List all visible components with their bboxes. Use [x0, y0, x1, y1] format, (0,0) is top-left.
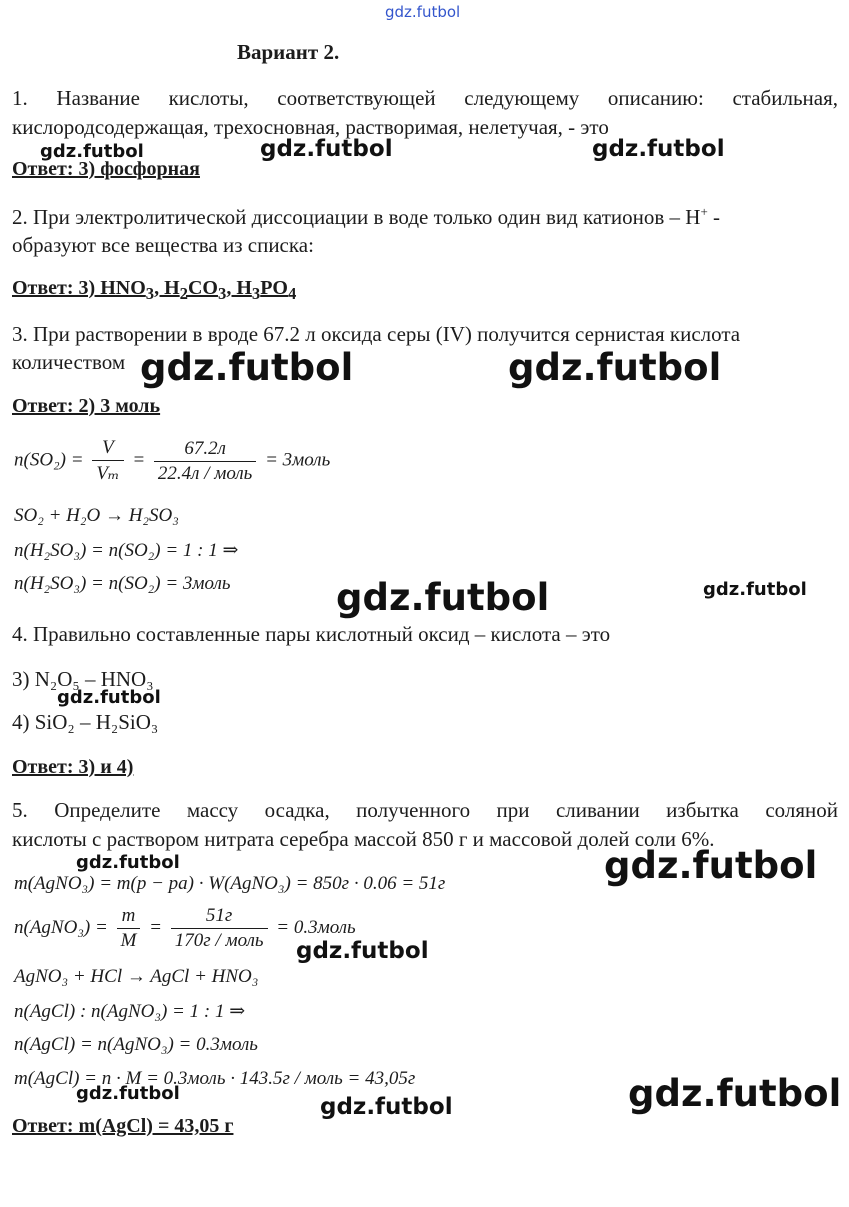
q1-line1: 1. Название кислоты, соответствующей следующему описанию: стабильная, [12, 86, 838, 110]
watermark: gdz.futbol [40, 141, 144, 162]
watermark: gdz.futbol [320, 1094, 453, 1120]
q5-formula-6: m(AgCl) = n · M = 0.3моль · 143.5г / моль = 43,05г [14, 1068, 416, 1089]
q4-option-4: 4) SiO₂ – H₂SiO₃ [12, 710, 159, 734]
q4-answer: Ответ: 3) и 4) [12, 756, 134, 778]
q5-line2: кислоты с раствором нитрата серебра массой 850 г и массовой долей соли 6%. [12, 827, 715, 851]
q5-formula-5: n(AgCl) = n(AgNO₃) = 0.3моль [14, 1034, 258, 1055]
watermark: gdz.futbol [592, 136, 725, 162]
watermark: gdz.futbol [57, 687, 161, 708]
q3-formula-4: n(H₂SO₃) = n(SO₂) = 3моль [14, 573, 231, 594]
watermark: gdz.futbol [76, 1083, 180, 1104]
q3-fraction-1: $\frac{V}{\text{Vₘ}}$ [92, 437, 123, 485]
watermark: gdz.futbol [703, 579, 807, 600]
q1-line2: кислородсодержащая, трехосновная, растворимая, нелетучая, - это [12, 115, 609, 139]
q3-line1: 3. При растворении в вроде 67.2 л оксида серы (IV) получится сернистая кислота [12, 322, 741, 346]
q2-line1: 2. При электролитической диссоциации в воде только один вид катионов – H+ - [12, 204, 721, 229]
watermark: gdz.futbol [336, 576, 550, 619]
q5-formula-2: n(AgNO₃) = $\frac{m}{M}$ = $\frac{51г}{\text{170г / моль}}$ = 0.3моль [14, 905, 356, 951]
q3-fraction-2: $\frac{67.2л}{\text{22.4л / моль}}$ [154, 438, 256, 485]
q3-formula-3: n(H₂SO₃) = n(SO₂) = 1 : 1 ⇒ [14, 540, 239, 561]
watermark: gdz.futbol [140, 346, 354, 389]
q4-line1: 4. Правильно составленные пары кислотный оксид – кислота – это [12, 622, 611, 646]
watermark: gdz.futbol [76, 852, 180, 873]
q3-answer: Ответ: 2) 3 моль [12, 395, 161, 417]
q5-formula-4: n(AgCl) : n(AgNO₃) = 1 : 1 ⇒ [14, 1001, 246, 1022]
watermark: gdz.futbol [628, 1072, 842, 1115]
q5-line1: 5. Определите массу осадка, полученного при сливании избытка соляной [12, 798, 838, 822]
q5-fraction-2: $\frac{51г}{\text{170г / моль}}$ [171, 905, 268, 952]
q2-answer: Ответ: 3) $HNO_3$, $H_2CO_3$, $H_3PO_4$ [12, 277, 297, 303]
q4-option-3: 3) N₂O₅ – HNO₃ [12, 667, 154, 691]
q3-formula-1: n(SO₂) = $\frac{V}{\text{Vₘ}}$ = $\frac{67.2л}{\text{22.4л / моль}}$ = 3моль [14, 437, 331, 484]
watermark: gdz.futbol [604, 844, 818, 887]
q5-formula-3: AgNO₃ + HCl → AgCl + HNO₃ [14, 966, 259, 987]
q3-formula-2: SO₂ + H₂O → H₂SO₃ [14, 505, 179, 526]
watermark: gdz.futbol [296, 938, 429, 964]
watermark: gdz.futbol [260, 136, 393, 162]
q3-line2: количеством [12, 350, 126, 374]
q5-fraction-1: $\frac{m}{M}$ [117, 905, 141, 952]
watermark: gdz.futbol [508, 346, 722, 389]
q5-answer: Ответ: m(AgCl) = 43,05 г [12, 1115, 234, 1137]
page-title: Вариант 2. [237, 40, 340, 64]
q1-answer: Ответ: 3) фосфорная [12, 158, 200, 180]
q5-formula-1: m(AgNO₃) = m(р − ра) · W(AgNO₃) = 850г · 0.06 = 51г [14, 873, 446, 894]
q2-line2: образуют все вещества из списка: [12, 233, 314, 257]
top-watermark: gdz.futbol [385, 3, 461, 21]
